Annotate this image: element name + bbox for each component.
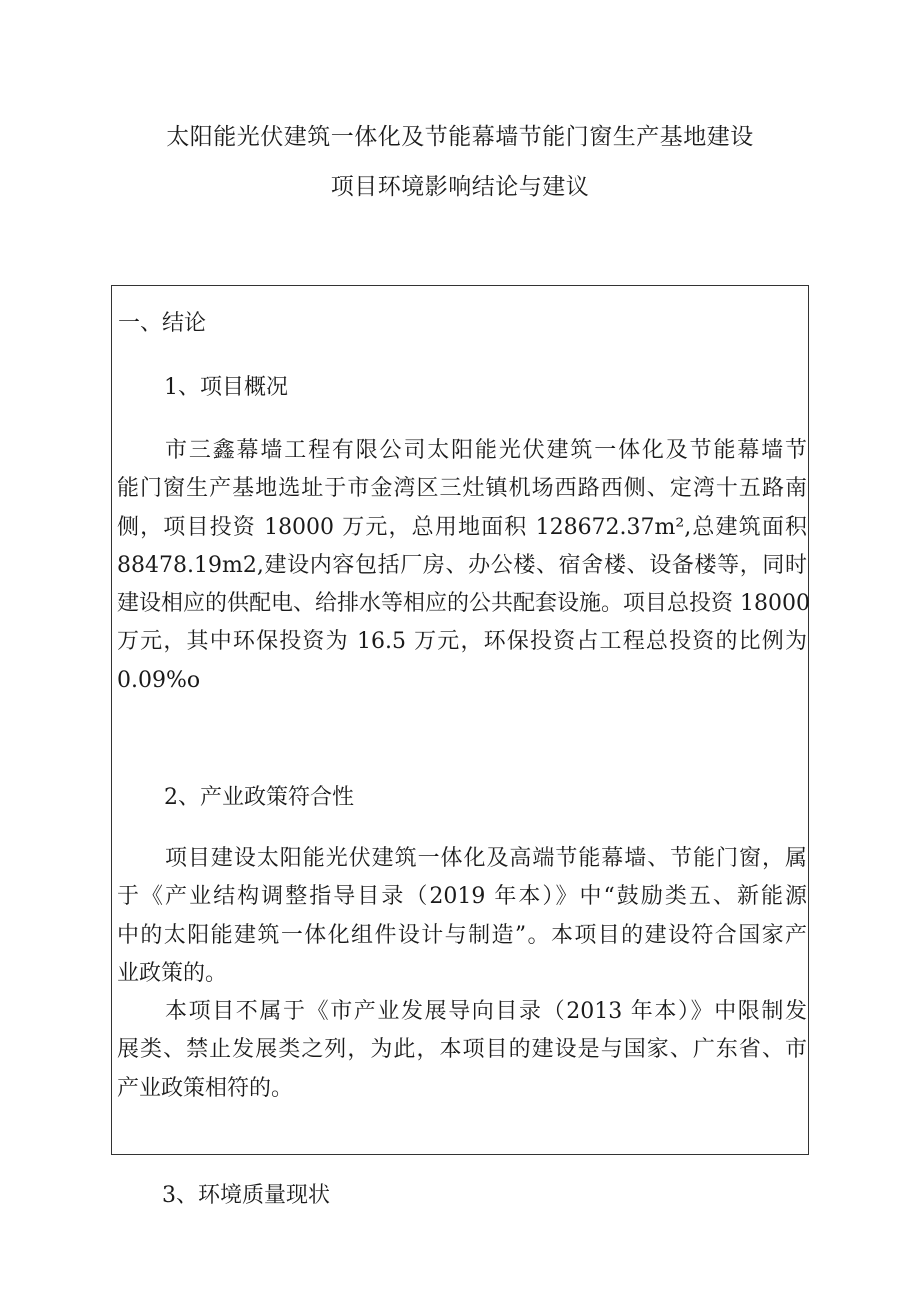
paragraph-line: 市三鑫幕墙工程有限公司太阳能光伏建筑一体化及节能幕墙节	[165, 438, 807, 463]
policy-paragraph-1	[117, 840, 807, 993]
document-title-line-1: 太阳能光伏建筑一体化及节能幕墙节能门窗生产基地建设	[166, 124, 754, 150]
conclusion-box	[111, 285, 809, 1155]
policy-paragraph-2	[117, 993, 807, 1108]
paragraph-line: 产业政策相符的。	[117, 1075, 294, 1101]
document-title-line-2: 项目环境影响结论与建议	[330, 174, 590, 200]
paragraph-line: 业政策的。	[117, 960, 228, 986]
paragraph-line: 建设相应的供配电、给排水等相应的公共配套设施。项目总投资 18000	[117, 591, 810, 617]
subsection-heading-environment-quality: 3、环境质量现状	[162, 1183, 330, 1208]
subsection-heading-policy: 2、产业政策符合性	[164, 785, 354, 810]
overview-paragraph	[117, 432, 810, 700]
paragraph-line: 展类、禁止发展类之列，为此，本项目的建设是与国家、广东省、市	[117, 1037, 807, 1063]
paragraph-line: 88478.19m2,建设内容包括厂房、办公楼、宿舍楼、设备楼等，同时	[117, 552, 807, 578]
section-heading-conclusion: 一、结论	[118, 311, 207, 336]
paragraph-line: 侧，项目投资 18000 万元，总用地面积 128672.37m²,总建筑面积	[117, 514, 807, 540]
paragraph-line: 于《产业结构调整指导目录（2019 年本）》中“鼓励类五、新能源	[117, 884, 807, 910]
paragraph-line: 能门窗生产基地选址于市金湾区三灶镇机场西路西侧、定湾十五路南	[117, 476, 807, 502]
paragraph-line: 本项目不属于《市产业发展导向目录（2013 年本）》中限制发	[165, 999, 807, 1024]
paragraph-line: 中的太阳能建筑一体化组件设计与制造”。本项目的建设符合国家产	[117, 922, 807, 948]
paragraph-line: 万元，其中环保投资为 16.5 万元，环保投资占工程总投资的比例为	[117, 629, 807, 655]
subsection-heading-overview: 1、项目概况	[164, 375, 288, 400]
paragraph-line: 项目建设太阳能光伏建筑一体化及高端节能幕墙、节能门窗，属	[165, 846, 807, 871]
paragraph-line: 0.09%o	[117, 667, 201, 693]
